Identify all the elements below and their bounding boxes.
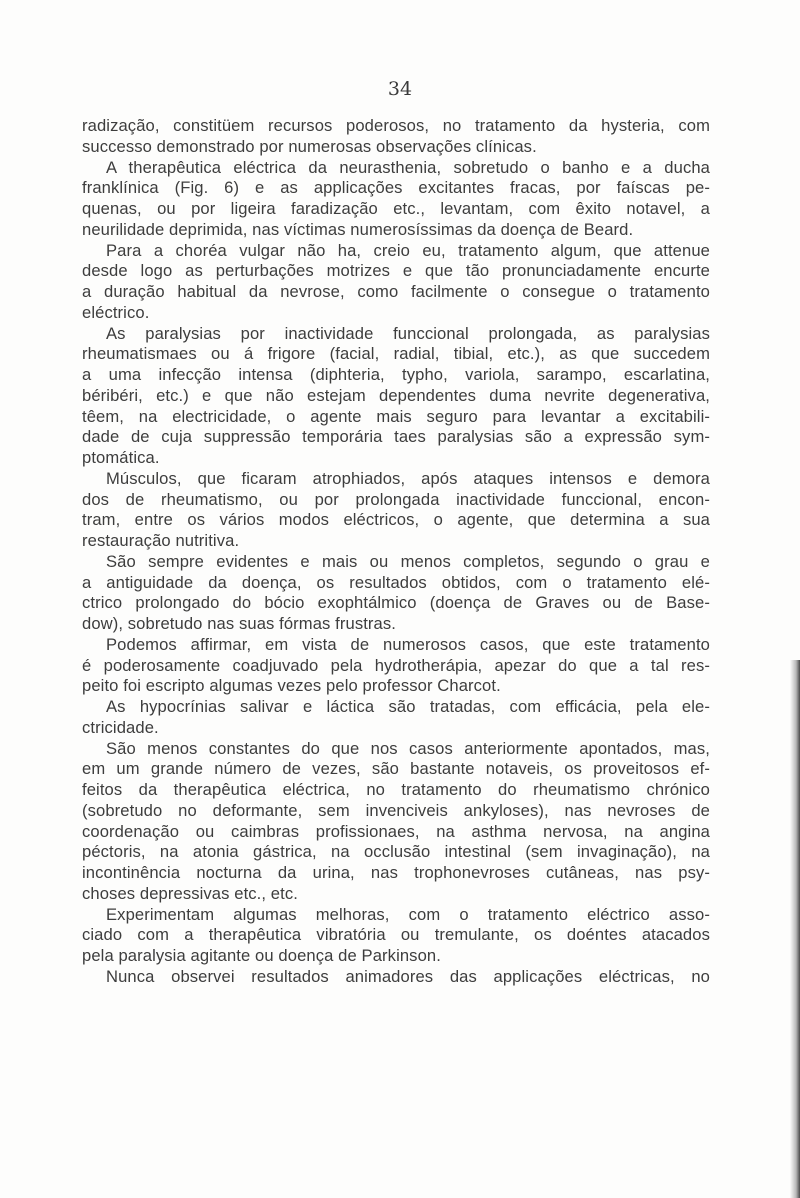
text-line: dos de rheumatismo, ou por prolongada inactividade funccional, encon- — [82, 489, 710, 509]
text-line: São sempre evidentes e mais ou menos completos, segundo o grau e — [106, 551, 710, 571]
text-line: béribéri, etc.) e que não estejam dependentes duma nevrite degenerativa, — [82, 385, 710, 405]
page-number: 34 — [387, 78, 413, 100]
text-line: coordenação ou caimbras profissionaes, na asthma nervosa, na angina — [82, 821, 710, 841]
text-line: em um grande número de vezes, são bastante notaveis, os proveitosos ef- — [82, 759, 710, 779]
body-text — [82, 116, 710, 988]
text-line: Podemos affirmar, em vista de numerosos casos, que este tratamento — [106, 634, 710, 654]
text-line: São menos constantes do que nos casos anteriormente apontados, mas, — [106, 738, 710, 758]
text-line: ctricidade. — [82, 717, 159, 737]
text-line: a duração habitual da nevrose, como facilmente o consegue o tratamento — [82, 282, 710, 301]
text-line: peito foi escripto algumas vezes pelo professor Charcot. — [82, 676, 501, 696]
text-line: successo demonstrado por numerosas observações clínicas. — [82, 136, 537, 156]
text-line: dow), sobretudo nas suas fórmas frustras. — [82, 614, 396, 633]
text-line: incontinência nocturna da urina, nas trophonevroses cutâneas, nas psy- — [82, 863, 710, 882]
text-line: eléctrico. — [82, 302, 150, 322]
text-line: a uma infecção intensa (diphteria, typho, variola, sarampo, escarlatina, — [82, 365, 710, 384]
text-line: é poderosamente coadjuvado pela hydrotherápia, apezar do que a tal res- — [82, 655, 710, 675]
text-line: (sobretudo no deformante, sem invenciveis ankyloses), nas nevroses de — [82, 800, 710, 820]
text-line: Para a choréa vulgar não ha, creio eu, tratamento algum, que attenue — [106, 240, 710, 260]
text-line: tram, entre os vários modos eléctricos, o agente, que determina a sua — [82, 510, 710, 530]
text-line: ciado com a therapêutica vibratória ou tremulante, os doéntes atacados — [82, 925, 710, 945]
text-line: radização, constitüem recursos poderosos, no tratamento da hysteria, com — [82, 116, 710, 135]
text-line: As hypocrínias salivar e láctica são tratadas, com efficácia, pela ele- — [106, 697, 710, 716]
text-line: dade de cuja suppressão temporária taes paralysias são a expressão sym- — [82, 427, 710, 447]
text-line: têem, na electricidade, o agente mais seguro para levantar a excitabili- — [82, 406, 710, 426]
text-line: ptomática. — [82, 448, 160, 467]
text-line: quenas, ou por ligeira faradização etc., levantam, com êxito notavel, a — [82, 199, 710, 218]
text-line: A therapêutica eléctrica da neurasthenia, sobretudo o banho e a ducha — [106, 157, 710, 177]
text-line: Músculos, que ficaram atrophiados, após ataques intensos e demora — [106, 468, 710, 488]
text-line: rheumatismaes ou á frigore (facial, radial, tibial, etc.), as que succedem — [82, 344, 710, 364]
text-line: Experimentam algumas melhoras, com o tratamento eléctrico asso- — [106, 904, 710, 924]
text-line: a antiguidade da doença, os resultados obtidos, com o tratamento elé- — [82, 572, 710, 592]
text-line: pela paralysia agitante ou doença de Parkinson. — [82, 946, 441, 965]
text-line: desde logo as perturbações motrizes e que tão pronunciadamente encurte — [82, 261, 710, 281]
text-line: choses depressivas etc., etc. — [82, 883, 298, 903]
text-line: ctrico prolongado do bócio exophtálmico (doença de Graves ou de Base- — [82, 593, 710, 613]
text-line: As paralysias por inactividade funccional prolongada, as paralysias — [106, 323, 710, 343]
text-line: Nunca observei resultados animadores das applicações eléctricas, no — [106, 966, 710, 986]
text-line: péctoris, na atonia gástrica, na occlusão intestinal (sem invaginação), na — [82, 842, 710, 862]
text-line: feitos da therapêutica eléctrica, no tratamento do rheumatismo chrónico — [82, 780, 710, 799]
text-line: restauração nutritiva. — [82, 531, 240, 550]
page-edge-shadow — [790, 660, 800, 1198]
text-line: neurilidade deprimida, nas víctimas numerosíssimas da doença de Beard. — [82, 219, 634, 239]
text-line: franklínica (Fig. 6) e as applicações excitantes fracas, por faíscas pe- — [82, 178, 710, 198]
